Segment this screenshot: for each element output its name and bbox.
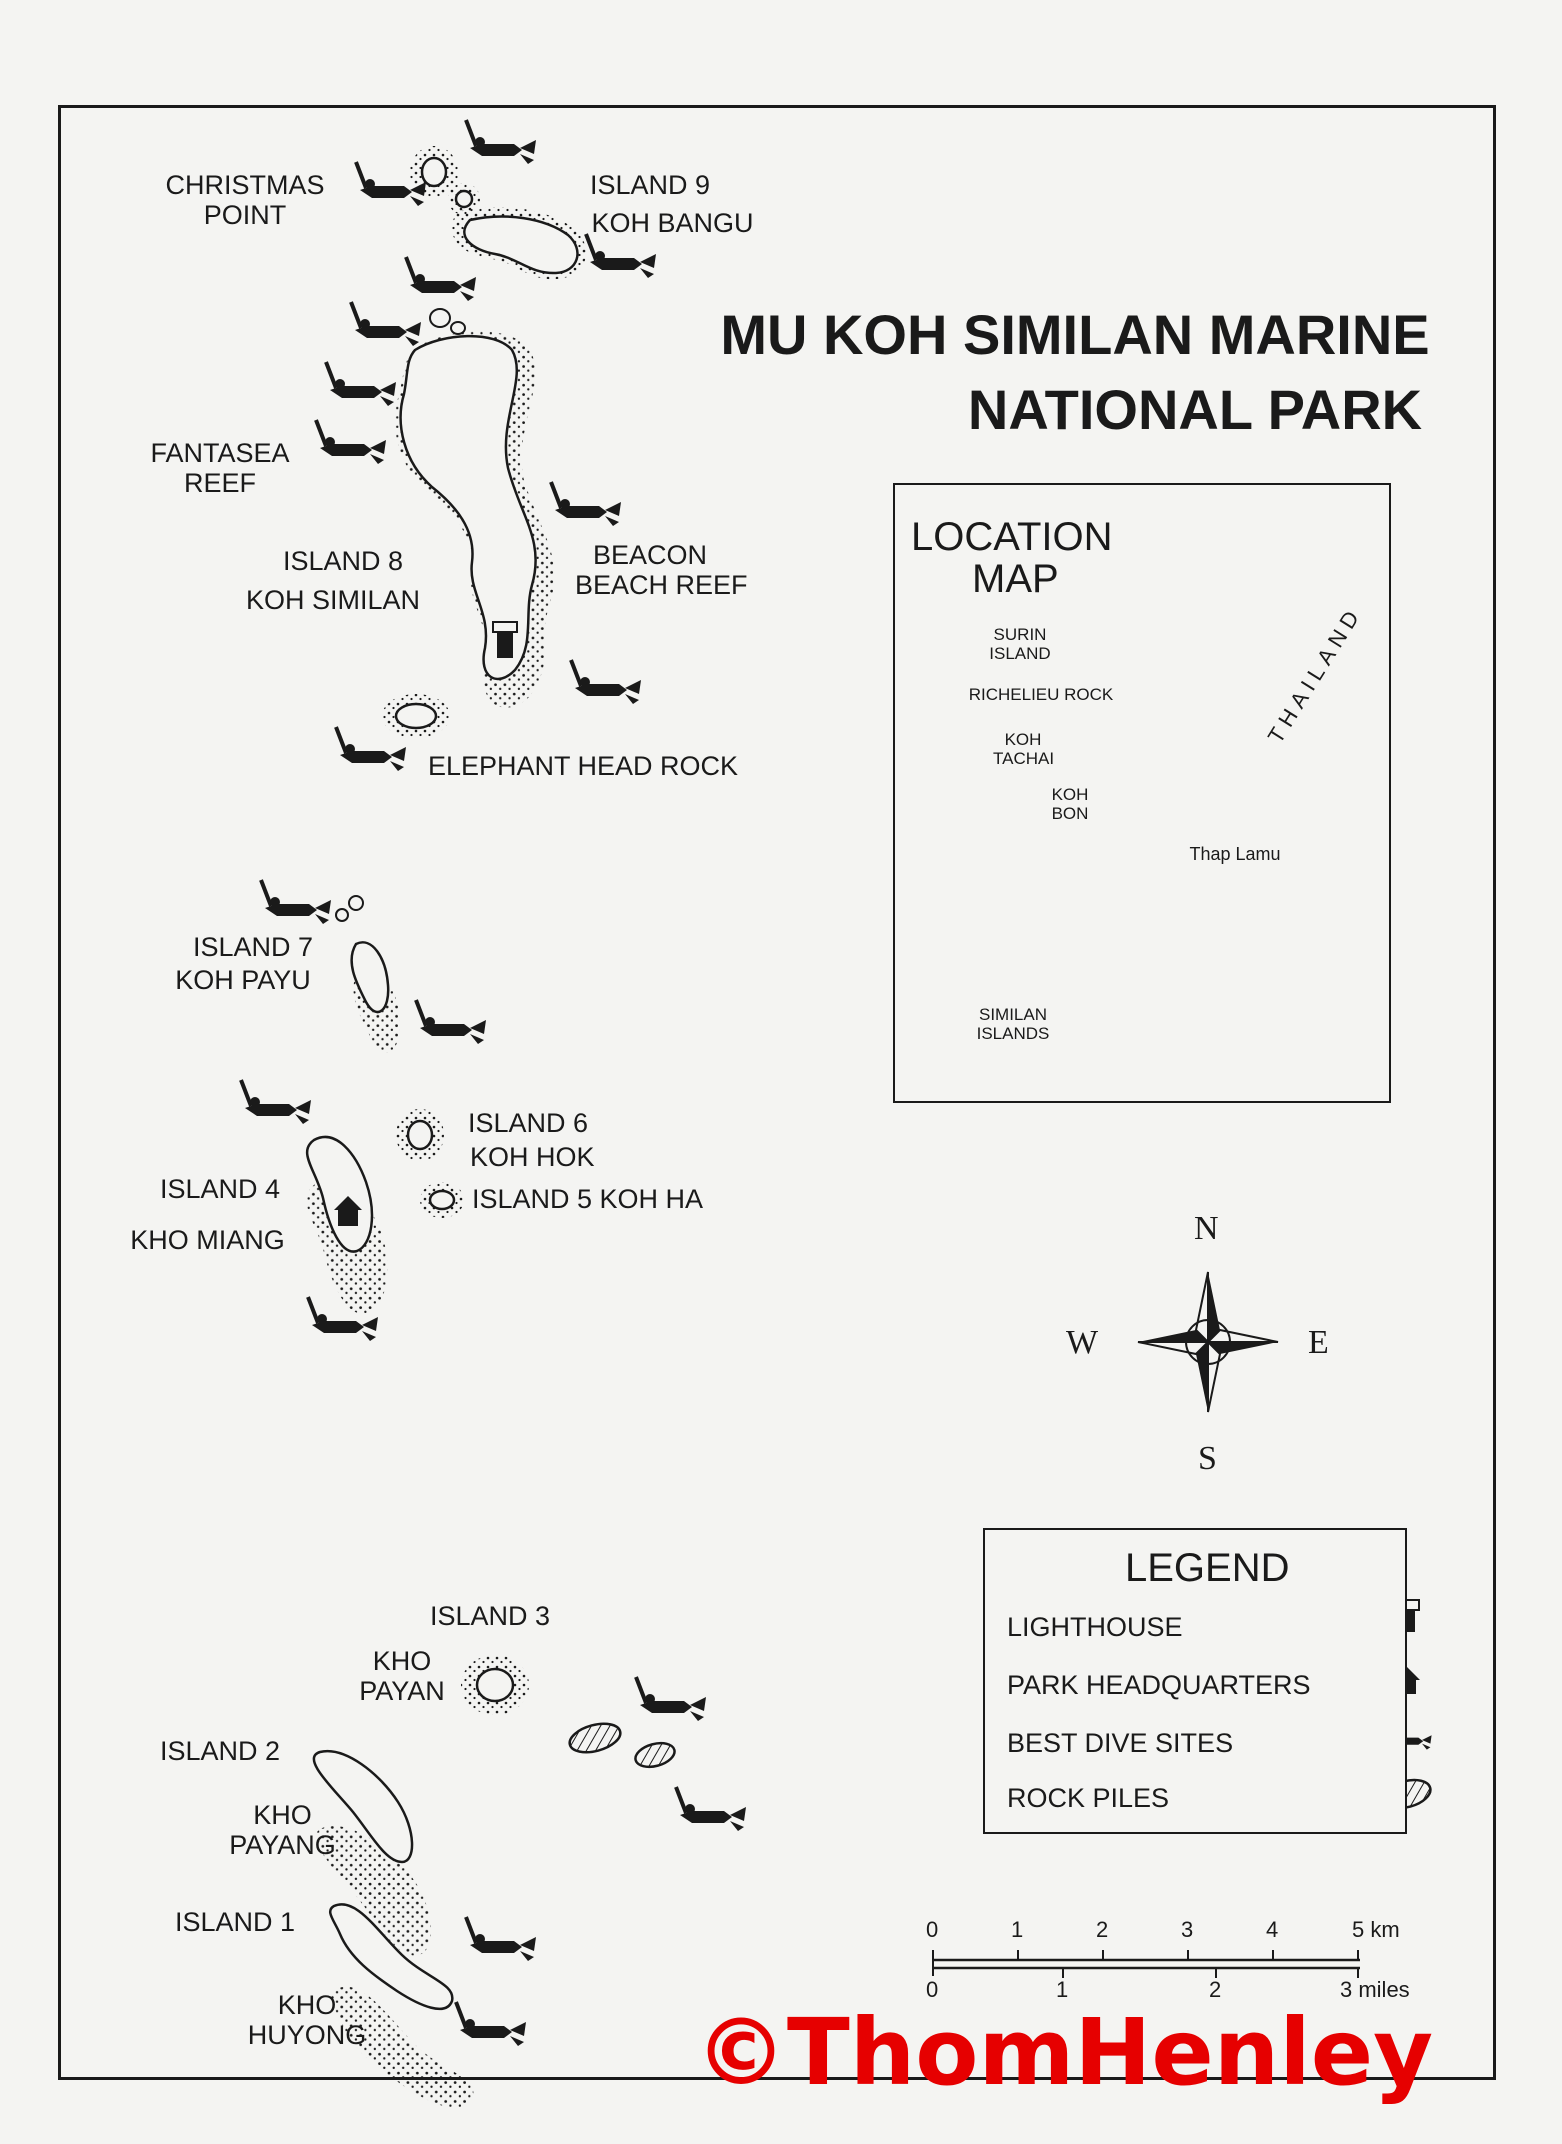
label-island-7: ISLAND 7 bbox=[192, 932, 314, 962]
dive-site-marker bbox=[636, 1677, 706, 1721]
compass-rose bbox=[1138, 1272, 1278, 1412]
label-koh-hok: KOH HOK bbox=[470, 1142, 595, 1172]
location-map-title-2: MAP bbox=[972, 557, 1059, 601]
scale-mi-1: 1 bbox=[1056, 1977, 1069, 2002]
scale-bar bbox=[933, 1950, 1360, 1978]
dive-site-marker bbox=[406, 257, 476, 301]
map-title-line1: MU KOH SIMILAN MARINE bbox=[720, 303, 1430, 366]
dive-site-marker bbox=[466, 120, 536, 164]
loc-label-thailand: THAILAND bbox=[1262, 601, 1368, 748]
dive-site-marker bbox=[336, 727, 406, 771]
label-island-9: ISLAND 9 bbox=[589, 170, 711, 200]
dive-site-marker bbox=[586, 234, 656, 278]
dive-site-marker bbox=[571, 660, 641, 704]
loc-label-koh-bon: KOH BON bbox=[1051, 785, 1089, 823]
label-island-6: ISLAND 6 bbox=[467, 1108, 589, 1138]
legend-box bbox=[983, 1528, 1407, 1834]
map-title-line2: NATIONAL PARK bbox=[967, 378, 1423, 441]
scale-km-3: 3 bbox=[1181, 1917, 1194, 1942]
location-map-title-1: LOCATION bbox=[911, 515, 1113, 559]
label-koh-similan: KOH SIMILAN bbox=[245, 585, 421, 615]
label-island-2: ISLAND 2 bbox=[159, 1736, 281, 1766]
scale-km-4: 4 bbox=[1266, 1917, 1279, 1942]
label-island-1: ISLAND 1 bbox=[174, 1907, 296, 1937]
scale-km-0: 0 bbox=[926, 1917, 939, 1942]
scale-mi-3: 3 miles bbox=[1340, 1977, 1410, 2002]
label-kho-payan: KHO PAYAN bbox=[359, 1646, 445, 1706]
dive-site-marker bbox=[456, 2002, 526, 2046]
copyright-watermark: ©ThomHenley bbox=[695, 1999, 1434, 2106]
label-koh-payu: KOH PAYU bbox=[175, 965, 311, 995]
label-island-8: ISLAND 8 bbox=[282, 546, 404, 576]
location-map-inset bbox=[893, 483, 1391, 1103]
compass-e: E bbox=[1308, 1324, 1329, 1361]
loc-label-surin-island: SURIN ISLAND bbox=[989, 625, 1051, 663]
label-kho-miang: KHO MIANG bbox=[130, 1225, 285, 1255]
label-christmas-point: CHRISTMAS POINT bbox=[165, 170, 325, 230]
loc-label-richelieu-rock: RICHELIEU ROCK bbox=[968, 685, 1114, 704]
label-beacon-beach-reef: BEACON BEACH REEF bbox=[575, 540, 748, 600]
dive-site-marker bbox=[326, 362, 396, 406]
loc-label-thap-lamu: Thap Lamu bbox=[1189, 844, 1281, 864]
dive-site-marker bbox=[351, 302, 421, 346]
loc-label-koh-tachai: KOH TACHAI bbox=[993, 730, 1055, 768]
legend-item-lighthouse: LIGHTHOUSE bbox=[1007, 1612, 1183, 1642]
label-island-4: ISLAND 4 bbox=[159, 1174, 281, 1204]
legend-item-rock-piles: ROCK PILES bbox=[1007, 1783, 1170, 1813]
scale-mi-2: 2 bbox=[1209, 1977, 1222, 2002]
legend-item-best-dive-sites: BEST DIVE SITES bbox=[1007, 1728, 1234, 1758]
dive-site-marker bbox=[261, 880, 331, 924]
compass-s: S bbox=[1198, 1440, 1217, 1477]
label-island-3: ISLAND 3 bbox=[429, 1601, 551, 1631]
label-kho-huyong: KHO HUYONG bbox=[247, 1990, 367, 2050]
dive-site-marker bbox=[466, 1917, 536, 1961]
scale-mi-0: 0 bbox=[926, 1977, 939, 2002]
dive-site-marker bbox=[551, 482, 621, 526]
label-koh-bangu: KOH BANGU bbox=[591, 208, 754, 238]
label-fantasea-reef: FANTASEA REEF bbox=[150, 438, 290, 498]
dive-site-marker bbox=[316, 420, 386, 464]
compass-n: N bbox=[1194, 1210, 1219, 1247]
dive-site-marker bbox=[241, 1080, 311, 1124]
legend-title: LEGEND bbox=[1125, 1546, 1290, 1590]
label-elephant-head-rock: ELEPHANT HEAD ROCK bbox=[427, 751, 739, 781]
label-island-5: ISLAND 5 KOH HA bbox=[472, 1184, 704, 1214]
label-kho-payang: KHO PAYANG bbox=[229, 1800, 336, 1860]
dive-site-marker bbox=[676, 1787, 746, 1831]
dive-site-marker bbox=[416, 1000, 486, 1044]
scale-km-2: 2 bbox=[1096, 1917, 1109, 1942]
scale-km-5: 5 km bbox=[1352, 1917, 1400, 1942]
loc-label-similan-islands: SIMILAN ISLANDS bbox=[976, 1005, 1050, 1043]
legend-item-park-hq: PARK HEADQUARTERS bbox=[1007, 1670, 1311, 1700]
compass-w: W bbox=[1066, 1324, 1099, 1361]
scale-km-1: 1 bbox=[1011, 1917, 1024, 1942]
